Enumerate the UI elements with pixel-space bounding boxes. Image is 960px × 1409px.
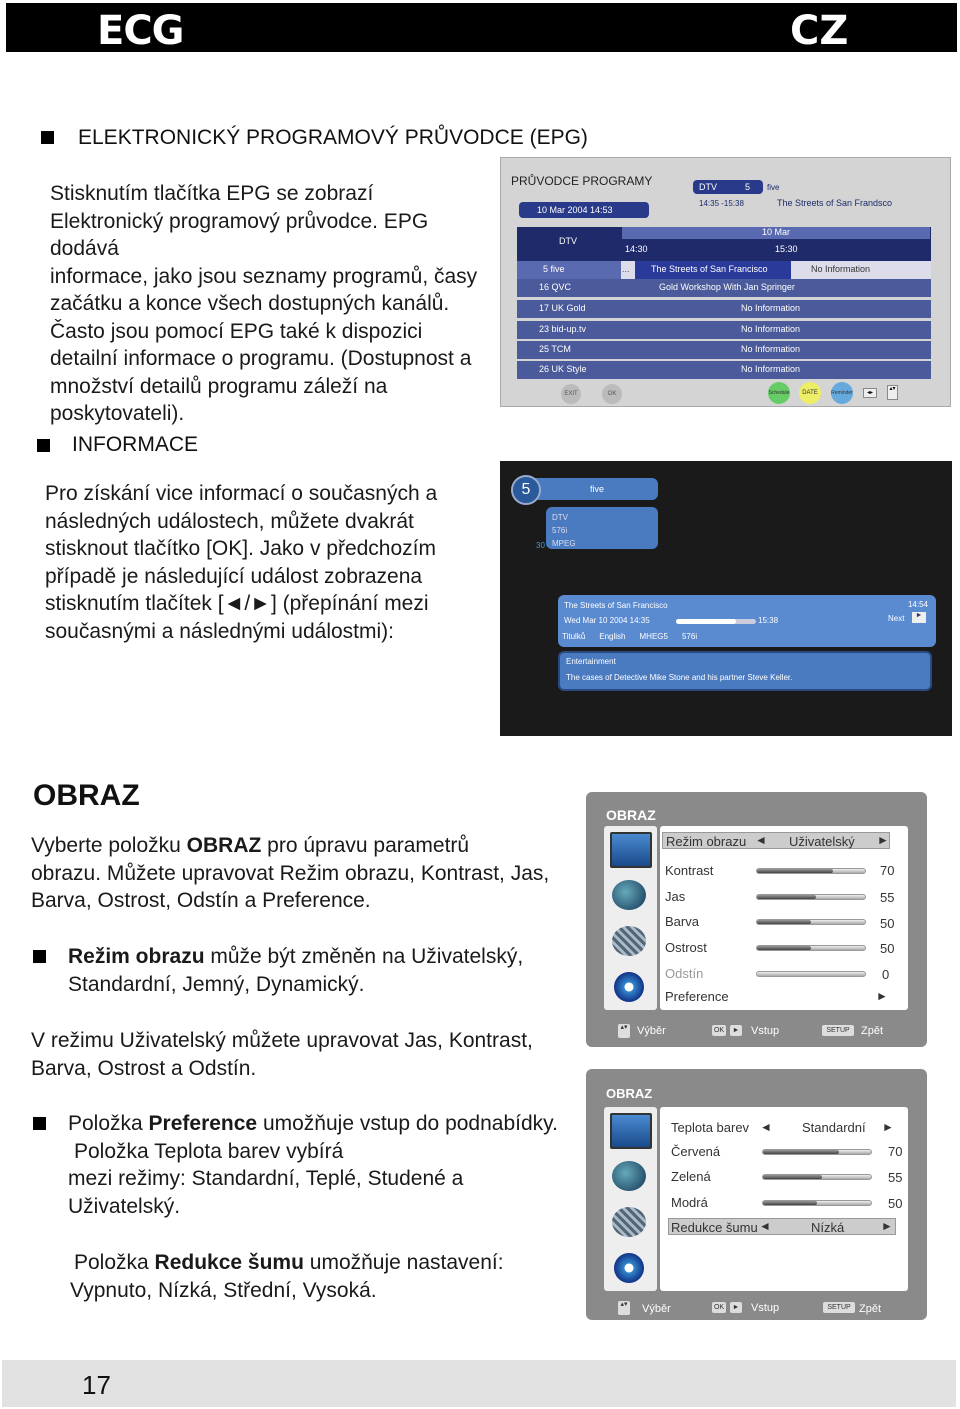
mode-row[interactable]: Režim obrazu ◄ Uživatelský ► (662, 832, 890, 849)
menu-item-label[interactable]: Jas (665, 889, 686, 904)
menu-item-value: 50 (880, 941, 895, 956)
bullet-icon (41, 131, 54, 144)
obraz-menu (586, 792, 927, 1047)
menu-item-label[interactable]: Modrá (671, 1195, 708, 1210)
updown-arrows-icon[interactable]: ▴▾ (887, 385, 898, 400)
obraz-heading: OBRAZ (33, 779, 140, 812)
settings-gear-icon[interactable] (614, 972, 644, 1002)
settings-gear-icon[interactable] (614, 1253, 644, 1283)
menu-panel (660, 826, 908, 1010)
epg-grid-header: DTV 10 Mar 14:30 15:30 (517, 227, 931, 261)
picture-icon[interactable] (610, 832, 652, 868)
menu-item-value: 50 (880, 916, 895, 931)
epg-row[interactable]: 5 five ... The Streets of San Francisco No Information (517, 261, 931, 279)
footer-enter-label: Vstup (751, 1025, 780, 1037)
menu-item-label[interactable]: Zelená (671, 1169, 711, 1184)
epg-row[interactable]: 25 TCM No Information (517, 341, 931, 359)
info-channel-bar: five (530, 478, 658, 500)
info-tech-box: DTV 576i MPEG (546, 507, 658, 549)
setup-key[interactable]: SETUP (823, 1302, 855, 1313)
epg-now-title: The Streets of San Frandsco (777, 198, 893, 208)
mpeg-number: 30 (536, 541, 545, 550)
sharpness-slider[interactable] (756, 945, 866, 951)
epg-row[interactable]: 17 UK Gold No Information (517, 300, 931, 318)
epg-channel-name: five (767, 183, 780, 192)
channel-number-badge: 5 (511, 475, 541, 505)
menu-item-value: Standardní (802, 1120, 866, 1135)
ok-key[interactable]: OK (713, 1027, 725, 1034)
info-description-box: Entertainment The cases of Detective Mike Stone and his partner Steve Keller. (558, 651, 932, 691)
menu-item-value: 0 (882, 967, 890, 982)
footer-select-label: Výběr (642, 1303, 671, 1315)
bullet-icon (37, 439, 50, 452)
updown-arrows-icon[interactable]: ▴▾ (618, 1301, 630, 1315)
left-arrow-icon: ◄ (755, 833, 767, 847)
color-slider[interactable] (756, 919, 866, 925)
brightness-slider[interactable] (756, 894, 866, 900)
menu-item-value: 50 (888, 1196, 903, 1211)
epg-time-range: 14:35 -15:38 (699, 199, 744, 208)
ok-button[interactable]: OK (602, 384, 622, 404)
obraz-intro: Vyberte položku OBRAZ pro úpravu parametrů obrazu. Můžete upravovat Režim obrazu, Kontrast, Jas, Barva, Ostrost, Odstín a Preference. (31, 834, 550, 912)
reminder-button[interactable]: Reminder (831, 382, 853, 404)
satellite-icon[interactable] (612, 1207, 646, 1237)
bullet-icon (33, 950, 46, 963)
menu-title: OBRAZ (606, 1086, 653, 1101)
preference-text: Položka Preference umožňuje vstup do podnabídky. Položka Teplota barev vybírá mezi režimy: Standardní, Teplé, Studené a Uživatelský. (68, 1112, 558, 1218)
schedule-button[interactable]: Schedule (768, 382, 790, 404)
language-code: CZ (790, 8, 849, 54)
contrast-slider[interactable] (756, 868, 866, 874)
exit-button[interactable]: EXIT (561, 384, 581, 404)
right-arrow-icon: ► (882, 1120, 894, 1134)
date-button[interactable]: DATE (799, 382, 821, 404)
info-screenshot (500, 461, 952, 736)
right-arrow-icon[interactable]: ► (730, 1302, 742, 1313)
event-progress (676, 619, 756, 624)
sound-icon[interactable] (612, 1161, 646, 1191)
menu-icon-column (604, 1107, 657, 1291)
picture-icon[interactable] (610, 1113, 652, 1149)
epg-screenshot (500, 157, 951, 407)
ok-key[interactable]: OK (713, 1304, 725, 1311)
footer-enter-label: Vstup (751, 1302, 780, 1314)
updown-arrows-icon[interactable]: ▴▾ (618, 1024, 630, 1038)
right-arrow-icon: ► (876, 989, 888, 1003)
obraz-preference-menu (586, 1069, 927, 1320)
epg-row[interactable]: 26 UK Style No Information (517, 361, 931, 379)
info-heading: INFORMACE (72, 433, 198, 456)
brand-logo: ECG (97, 8, 184, 54)
menu-item-label[interactable]: Červená (671, 1144, 721, 1159)
menu-icon-column (604, 826, 657, 1010)
blue-slider[interactable] (762, 1200, 872, 1206)
user-mode-text: V režimu Uživatelský můžete upravovat Jas, Kontrast, Barva, Ostrost a Odstín. (31, 1029, 533, 1080)
menu-item-value: 55 (888, 1170, 903, 1185)
menu-title: OBRAZ (606, 807, 656, 823)
menu-item-value: 70 (888, 1144, 903, 1159)
setup-key[interactable]: SETUP (822, 1025, 854, 1036)
epg-row[interactable]: 16 QVC Gold Workshop With Jan Springer (517, 279, 931, 297)
epg-text: Stisknutím tlačítka EPG se zobrazí Elektronický programový průvodce. EPG dodává informace, jako jsou seznamy programů, časy začátku a konce všech dostupných kanálů. Často jsou pomocí EPG také k dispozici detailní informace o programu. (Dostupnost a množství detailů programu záleží na poskytovateli). (50, 182, 478, 425)
menu-panel (660, 1107, 908, 1291)
red-slider[interactable] (762, 1149, 872, 1155)
info-text: Pro získání vice informací o současných a následných událostech, můžete dvakrát stisknout tlačítko [OK]. Jako v předchozím případě je následující událost zobrazena stisknutím tlačítek [◄/►] (přepínání mezi současnými a následnými událostmi): (45, 482, 438, 643)
epg-date: 10 Mar 2004 14:53 (519, 202, 649, 218)
menu-item-label[interactable]: Ostrost (665, 940, 707, 955)
menu-item-label[interactable]: Kontrast (665, 863, 714, 878)
tint-slider[interactable] (756, 971, 866, 977)
preference-item[interactable]: Preference (665, 989, 729, 1004)
epg-channel-box: DTV 5 (693, 180, 763, 194)
left-arrow-icon: ◄ (759, 1219, 771, 1233)
info-event-box: The Streets of San Francisco 14:54 Wed Mar 10 2004 14:35 15:38 Next ► Titulků English MHEG5 576i (558, 595, 936, 647)
page-arrows-icon[interactable]: ◂▸ (863, 388, 877, 398)
noise-reduction-row[interactable]: Redukce šumu ◄ Nízká ► (668, 1218, 896, 1235)
menu-item-value: 55 (880, 890, 895, 905)
right-arrow-icon: ► (877, 833, 889, 847)
epg-row[interactable]: 23 bid-up.tv No Information (517, 321, 931, 339)
footer-back-label: Zpět (861, 1025, 884, 1037)
bullet-icon (33, 1117, 46, 1130)
next-arrow-icon[interactable]: ► (912, 612, 926, 623)
epg-heading: ELEKTRONICKÝ PROGRAMOVÝ PRŮVODCE (EPG) (78, 126, 588, 149)
menu-item-value: 70 (880, 863, 895, 878)
menu-item-label[interactable]: Odstín (665, 966, 704, 981)
page-number: 17 (82, 1370, 111, 1400)
menu-item-label[interactable]: Barva (665, 914, 699, 929)
green-slider[interactable] (762, 1174, 872, 1180)
mode-text: Režim obrazu může být změněn na Uživatelský, Standardní, Jemný, Dynamický. (68, 945, 524, 996)
sound-icon[interactable] (612, 880, 646, 910)
footer-select-label: Výběr (637, 1025, 666, 1037)
satellite-icon[interactable] (612, 926, 646, 956)
epg-title: PRŮVODCE PROGRAMY (511, 174, 653, 188)
right-arrow-icon[interactable]: ► (730, 1025, 742, 1036)
footer-back-label: Zpět (859, 1303, 882, 1315)
left-arrow-icon: ◄ (760, 1120, 772, 1134)
right-arrow-icon: ► (881, 1219, 893, 1233)
noise-text: Položka Redukce šumu umožňuje nastavení: Vypnuto, Nízká, Střední, Vysoká. (70, 1251, 504, 1302)
menu-item-label[interactable]: Teplota barev (671, 1120, 750, 1135)
page-footer (2, 1360, 956, 1407)
